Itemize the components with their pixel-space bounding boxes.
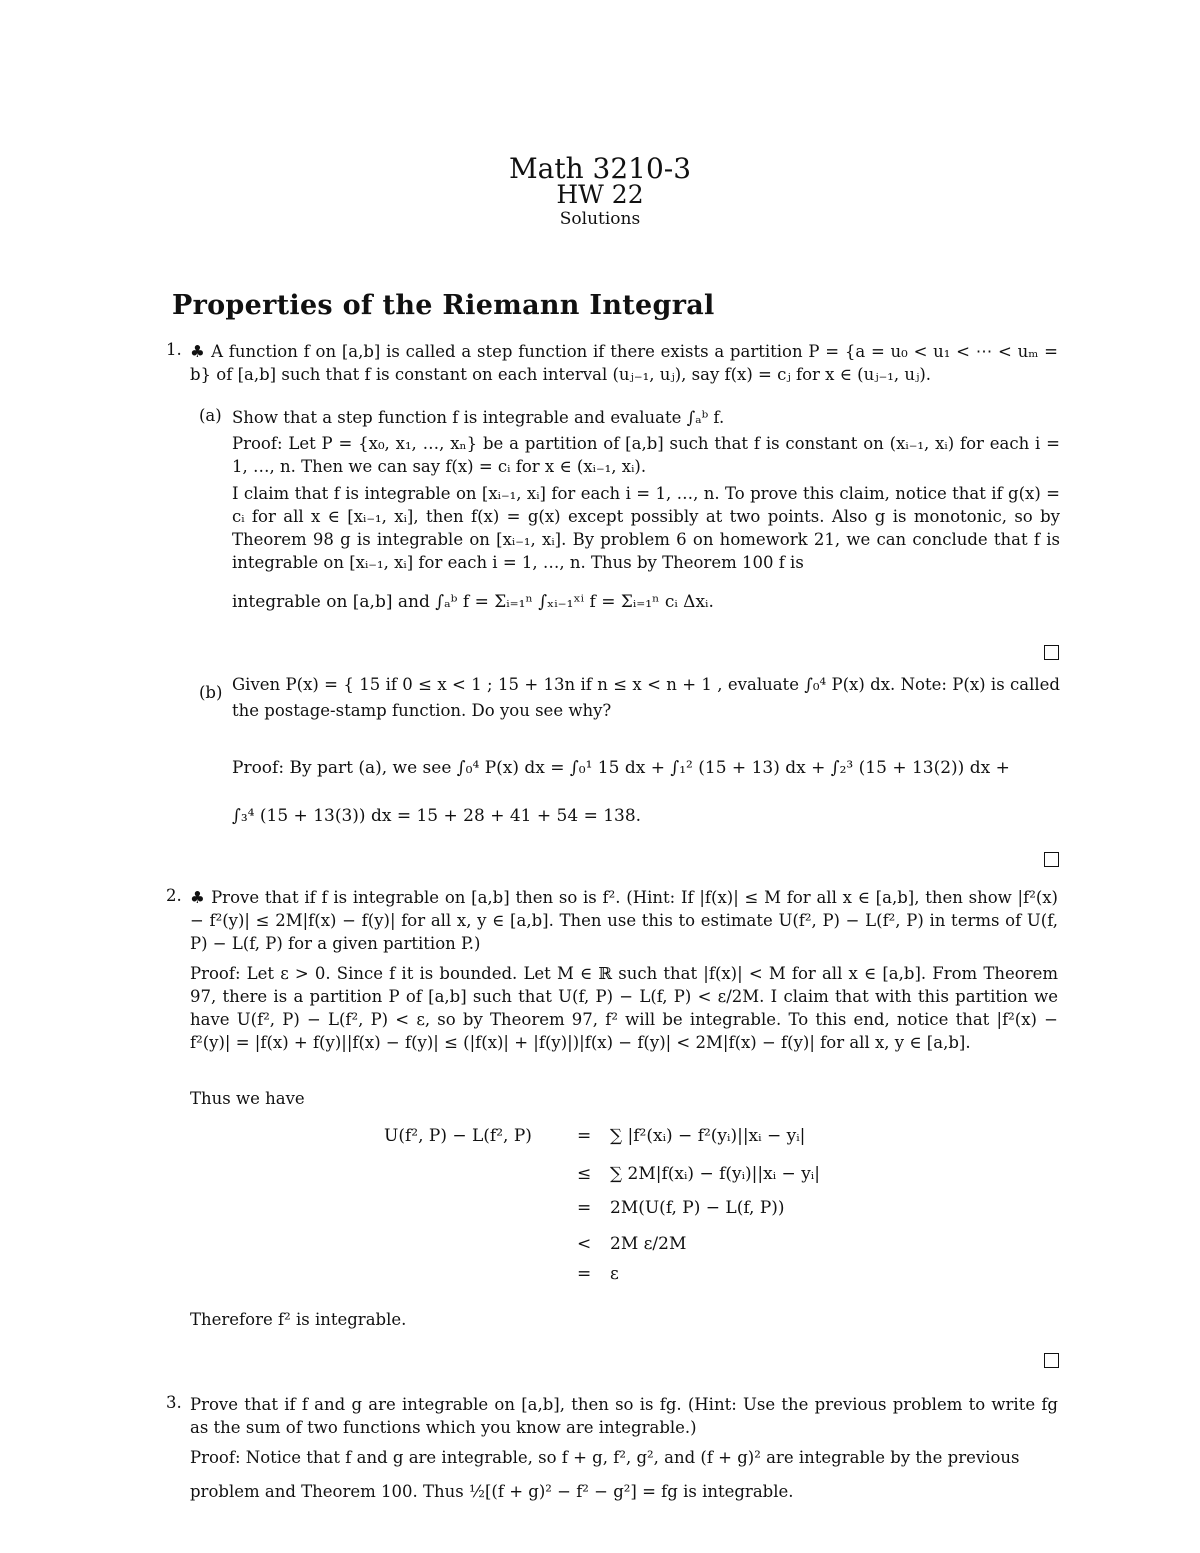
equation-relation-4: <: [577, 1234, 592, 1254]
qed-box-1b: [1044, 852, 1059, 867]
section-title: Properties of the Riemann Integral: [172, 290, 715, 321]
problem-1a-result-equation: integrable on [a,b] and ∫ₐᵇ f = Σᵢ₌₁ⁿ ∫ₓᵢ₋₁ˣⁱ f = Σᵢ₌₁ⁿ cᵢ Δxᵢ.: [232, 592, 714, 612]
problem-1b-proof-line1: Proof: By part (a), we see ∫₀⁴ P(x) dx = ∫₀¹ 15 dx + ∫₁² (15 + 13) dx + ∫₂³ (15 + 13(2)) dx +: [232, 758, 1010, 778]
problem-2-statement: ♣ Prove that if f is integrable on [a,b] then so is f². (Hint: If |f(x)| ≤ M for all x ∈ [a,b], then show |f²(x) − f²(y)| ≤ 2M|f(x) − f(y)| for all x, y ∈ [a,b]. Then use this to estimate U(f², P) − L(f², P) in terms of U(f, P) − L(f, P) for a given partition P.): [190, 888, 1058, 953]
equation-relation-1: =: [577, 1126, 592, 1146]
problem-1a-proof-body: I claim that f is integrable on [xᵢ₋₁, xᵢ] for each i = 1, …, n. To prove this claim, notice that if g(x) = cᵢ for all x ∈ [xᵢ₋₁, xᵢ], then f(x) = g(x) except possibly at two points. Also g is monotonic, so by Theorem 98 g is integrable on [xᵢ₋₁, xᵢ]. By problem 6 on homework 21, we can conclude that f is integrable on [xᵢ₋₁, xᵢ] for each i = 1, …, n. Thus by Theorem 100 f is: [232, 484, 1060, 572]
problem-1b-question: Given P(x) = { 15 if 0 ≤ x < 1 ; 15 + 13n if n ≤ x < n + 1 , evaluate ∫₀⁴ P(x) dx. Note: P(x) is called the postage-stamp function. Do you see why?: [232, 675, 1060, 720]
document-subtitle: Solutions: [559, 209, 641, 229]
problem-3-proof-line2: problem and Theorem 100. Thus ½[(f + g)² − f² − g²] = fg is integrable.: [190, 1482, 794, 1501]
problem-1b-proof-line2: ∫₃⁴ (15 + 13(3)) dx = 15 + 28 + 41 + 54 = 138.: [232, 806, 642, 826]
problem-1-statement: ♣ A function f on [a,b] is called a step function if there exists a partition P = {a = u₀ < u₁ < ⋯ < uₘ = b} of [a,b] such that f is constant on each interval (uⱼ₋₁, uⱼ), say f(x) = cⱼ for x ∈ (uⱼ₋₁, uⱼ).: [190, 342, 1058, 384]
problem-1b-label: (b): [199, 683, 223, 702]
equation-relation-2: ≤: [577, 1164, 592, 1184]
qed-box-1a: [1044, 645, 1059, 660]
problem-3-number: 3.: [166, 1393, 182, 1412]
equation-rhs-4: 2M ε/2M: [610, 1234, 687, 1254]
equation-relation-5: =: [577, 1264, 592, 1284]
problem-1a-proof-intro: Proof: Let P = {x₀, x₁, …, xₙ} be a partition of [a,b] such that f is constant on (xᵢ₋₁, xᵢ) for each i = 1, …, n. Then we can say f(x) = cᵢ for x ∈ (xᵢ₋₁, xᵢ).: [232, 434, 1060, 476]
problem-2-number: 2.: [166, 886, 182, 905]
equation-relation-3: =: [577, 1198, 592, 1218]
equation-rhs-1: ∑ |f²(xᵢ) − f²(yᵢ)||xᵢ − yᵢ|: [610, 1126, 806, 1146]
equation-rhs-5: ε: [610, 1264, 619, 1284]
problem-1a-label: (a): [199, 406, 222, 425]
problem-3-statement: Prove that if f and g are integrable on [a,b], then so is fg. (Hint: Use the previous problem to write fg as the sum of two functions which you know are integrable.): [190, 1395, 1058, 1437]
problem-2-conclusion: Therefore f² is integrable.: [190, 1310, 407, 1329]
homework-title: HW 22: [556, 180, 644, 209]
equation-rhs-2: ∑ 2M|f(xᵢ) − f(yᵢ)||xᵢ − yᵢ|: [610, 1164, 820, 1184]
equation-lhs: U(f², P) − L(f², P): [384, 1126, 532, 1146]
problem-3-proof-line1: Proof: Notice that f and g are integrable, so f + g, f², g², and (f + g)² are integrable by the previous: [190, 1448, 1020, 1467]
equation-rhs-3: 2M(U(f, P) − L(f, P)): [610, 1198, 785, 1218]
qed-box-2: [1044, 1353, 1059, 1368]
problem-1a-question: Show that a step function f is integrable and evaluate ∫ₐᵇ f.: [232, 408, 725, 427]
problem-2-thus-we-have: Thus we have: [190, 1089, 305, 1108]
course-title: Math 3210-3: [508, 152, 692, 185]
problem-2-proof: Proof: Let ε > 0. Since f it is bounded. Let M ∈ ℝ such that |f(x)| < M for all x ∈ [a,b]. From Theorem 97, there is a partition P of [a,b] such that U(f, P) − L(f, P) < ε/2M. I claim that with this partition we have U(f², P) − L(f², P) < ε, so by Theorem 97, f² will be integrable. To this end, notice that |f²(x) − f²(y)| = |f(x) + f(y)||f(x) − f(y)| ≤ (|f(x)| + |f(y)|)|f(x) − f(y)| < 2M|f(x) − f(y)| for all x, y ∈ [a,b].: [190, 964, 1058, 1052]
problem-1-number: 1.: [166, 340, 182, 359]
